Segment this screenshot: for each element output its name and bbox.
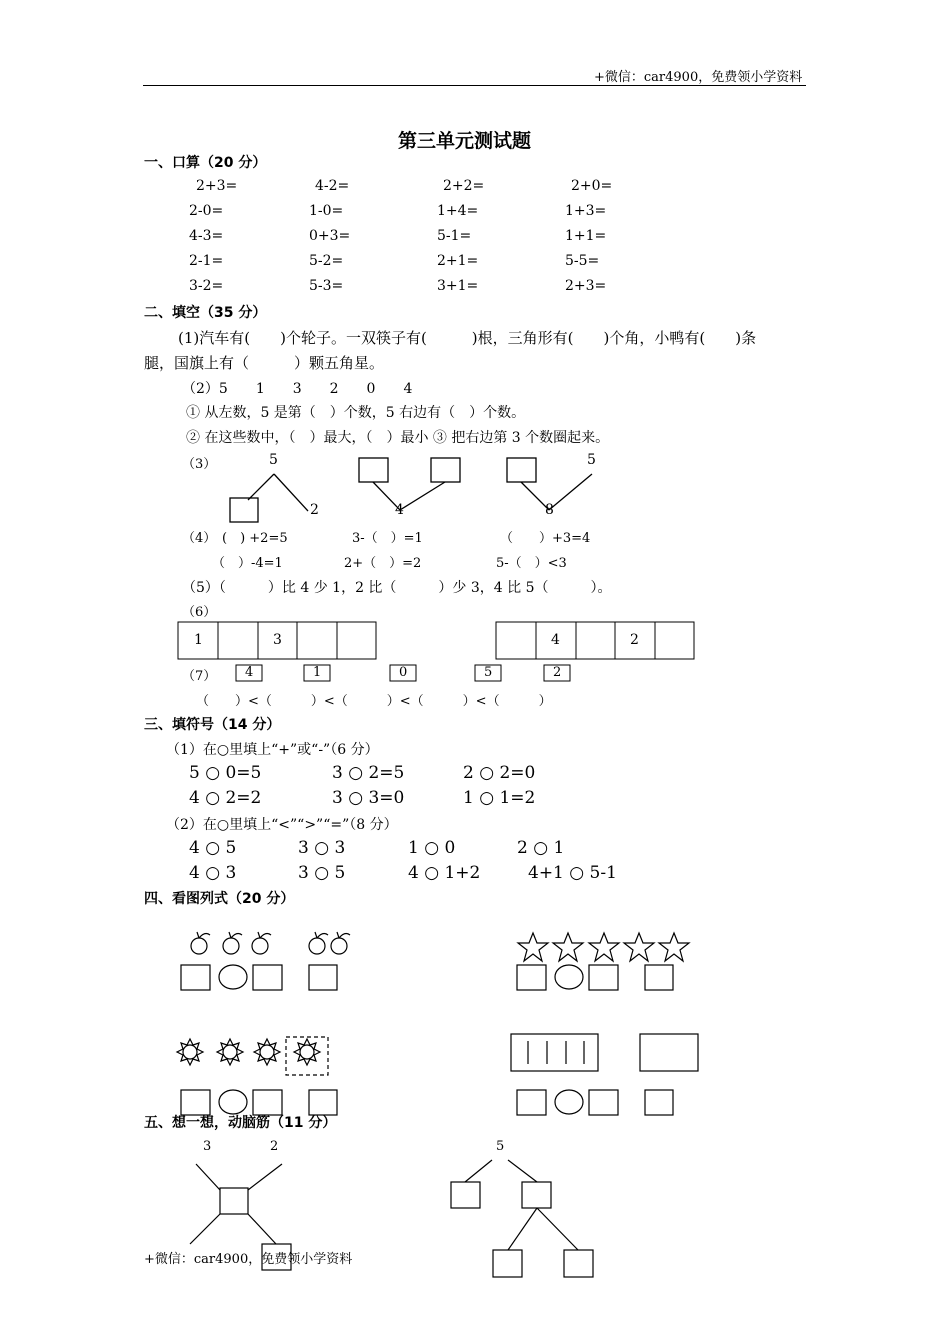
calc-cell: 1-0= — [309, 203, 344, 219]
bond3-bottom-number: 8 — [545, 502, 554, 518]
q4-cell: 2+（ ）=2 — [344, 556, 422, 571]
apple-icon-group — [191, 932, 350, 954]
q3-label: （3） — [182, 457, 217, 472]
q4-cell: 3-（ ）=1 — [352, 531, 423, 546]
compare-item: 3 ○ 5 — [298, 863, 346, 883]
calc-cell: 1+4= — [437, 203, 479, 219]
section-4-heading: 四、看图列式（20 分） — [144, 891, 295, 907]
bond1-top-number: 5 — [269, 452, 278, 468]
bond3-right-number: 5 — [587, 452, 596, 468]
fill-q1-line2: 腿，国旗上有（ ）颗五角星。 — [144, 354, 385, 372]
calc-cell: 2+1= — [437, 253, 479, 269]
calc-cell: 5-3= — [309, 278, 344, 294]
calc-cell: 3+1= — [437, 278, 479, 294]
q4-cell: （ ）+3=4 — [500, 531, 591, 546]
symbol-item: 4 ○ 2=2 — [189, 788, 262, 808]
q6-left-cell: 1 — [194, 632, 203, 648]
compare-item: 3 ○ 3 — [298, 838, 346, 858]
q6-right-cell: 2 — [630, 632, 639, 648]
calc-cell: 4-2= — [315, 178, 350, 194]
q7-ordering-blanks: （ ）<（ ）<（ ）<（ ）<（ ） — [196, 694, 552, 709]
calc-cell: 2-0= — [189, 203, 224, 219]
bond2-bottom-number: 4 — [395, 502, 404, 518]
q4-label: （4） — [182, 531, 217, 546]
q4-cell: 5-（ ）<3 — [496, 556, 567, 571]
fill-q2-sequence: （2）5 1 3 2 0 4 — [182, 381, 413, 397]
bond1-right-number: 2 — [310, 502, 319, 518]
puzzle-left-top-number: 3 — [203, 1139, 212, 1154]
sticks-answer-boxes — [517, 1090, 673, 1115]
calc-cell: 0+3= — [309, 228, 351, 244]
star-answer-boxes — [517, 965, 673, 990]
section-2-heading: 二、填空（35 分） — [144, 305, 267, 321]
fill-q5: （5）（ ）比 4 少 1，2 比（ ）少 3，4 比 5（ ）。 — [182, 580, 612, 596]
puzzle-left-top-number: 2 — [270, 1139, 279, 1154]
sticks-picture — [511, 1034, 698, 1071]
puzzle-right-top-number: 5 — [496, 1139, 505, 1154]
compare-item: 4 ○ 5 — [189, 838, 237, 858]
section-5-heading: 五、想一想，动脑筋（11 分） — [144, 1115, 337, 1131]
section-1-heading: 一、口算（20 分） — [144, 155, 267, 171]
calc-cell: 5-2= — [309, 253, 344, 269]
q7-label: （7） — [182, 669, 217, 684]
fill-q2-part-b: ② 在这些数中，（ ）最大，（ ）最小 ③ 把右边第 3 个数圈起来。 — [186, 430, 610, 446]
fill-q2-part-a: ① 从左数，5 是第（ ）个数，5 右边有（ ）个数。 — [186, 405, 526, 421]
compare-item: 1 ○ 0 — [408, 838, 456, 858]
compare-item: 2 ○ 1 — [517, 838, 565, 858]
q7-card: 5 — [484, 665, 493, 680]
number-bond-1 — [230, 474, 308, 522]
q4-cell: （ ）-4=1 — [212, 556, 283, 571]
q4-cell: ( ) +2=5 — [222, 531, 288, 546]
symbol-item: 3 ○ 2=5 — [332, 763, 405, 783]
calc-cell: 2+3= — [565, 278, 607, 294]
q6-left-cell: 3 — [273, 632, 282, 648]
symbol-item: 2 ○ 2=0 — [463, 763, 536, 783]
footer-watermark: +微信：car4900，免费领小学资料 — [144, 1252, 353, 1267]
fill-q1-line1: (1)汽车有( )个轮子。一双筷子有( )根，三角形有( )个角，小鸭有( )条 — [178, 329, 757, 347]
calc-cell: 2+0= — [571, 178, 613, 194]
compare-item: 4 ○ 3 — [189, 863, 237, 883]
calc-cell: 5-1= — [437, 228, 472, 244]
apple-answer-boxes — [181, 965, 337, 990]
star-icon-group — [518, 933, 689, 961]
q6-right-cell: 4 — [551, 632, 560, 648]
calc-cell: 2+2= — [443, 178, 485, 194]
q7-card: 2 — [553, 665, 562, 680]
section-3-heading: 三、填符号（14 分） — [144, 717, 281, 733]
calc-cell: 2+3= — [196, 178, 238, 194]
number-bond-2 — [359, 458, 460, 510]
symbol-item: 1 ○ 1=2 — [463, 788, 536, 808]
calc-cell: 1+3= — [565, 203, 607, 219]
compare-item: 4 ○ 1+2 — [408, 863, 481, 883]
sun-icon-group — [177, 1037, 328, 1075]
calc-cell: 3-2= — [189, 278, 224, 294]
calc-cell: 4-3= — [189, 228, 224, 244]
page-title: 第三单元测试题 — [398, 130, 532, 152]
calc-cell: 5-5= — [565, 253, 600, 269]
compare-item: 4+1 ○ 5-1 — [528, 863, 617, 883]
symbol-item: 5 ○ 0=5 — [189, 763, 262, 783]
calc-cell: 2-1= — [189, 253, 224, 269]
symbol-part1-instruction: （1）在○里填上“+”或“-”（6 分） — [166, 742, 379, 758]
q6-right-strip — [496, 622, 694, 659]
q7-card: 4 — [245, 665, 254, 680]
q7-card: 1 — [313, 665, 322, 680]
q7-card: 0 — [399, 665, 408, 680]
header-watermark: +微信：car4900，免费领小学资料 — [594, 70, 803, 85]
q6-label: （6） — [182, 605, 217, 620]
calc-cell: 1+1= — [565, 228, 607, 244]
puzzle-right — [451, 1160, 593, 1277]
symbol-part2-instruction: （2）在○里填上“<”“>”“=”（8 分） — [166, 817, 398, 833]
symbol-item: 3 ○ 3=0 — [332, 788, 405, 808]
